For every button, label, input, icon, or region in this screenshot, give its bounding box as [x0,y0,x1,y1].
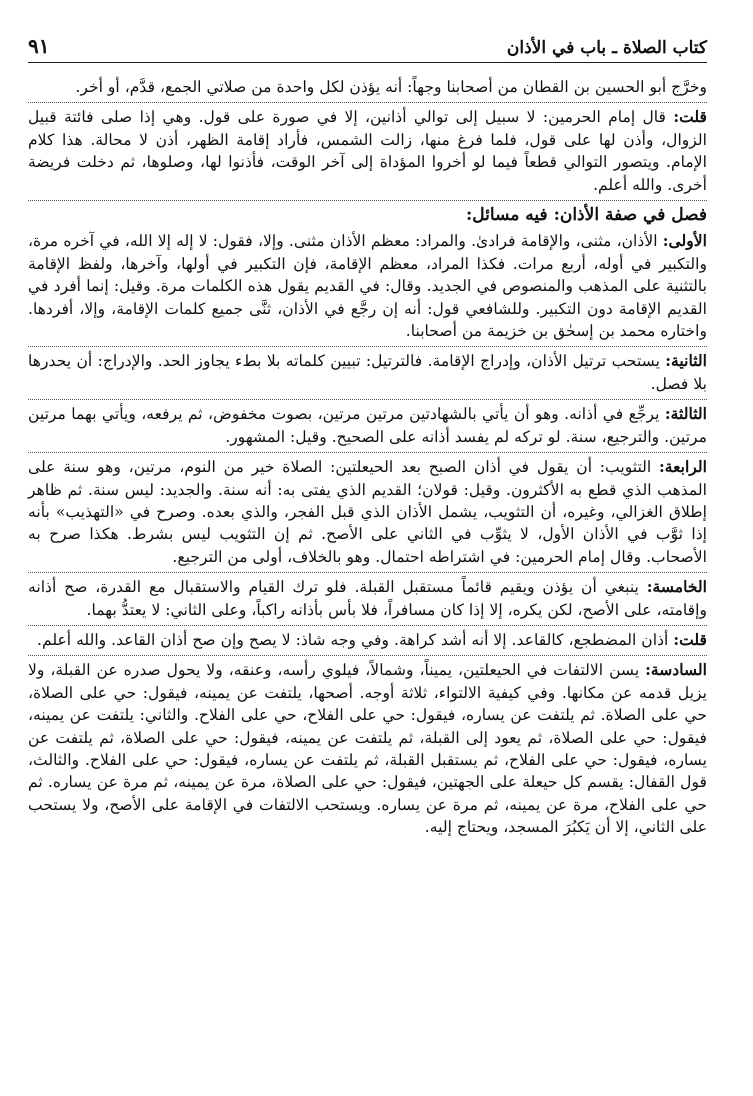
paragraph-lead: قلت: [673,107,707,127]
issue-text: يرجِّع في أذانه. وهو أن يأتي بالشهادتين مرتين مرتين، بصوت مخفوض، ثم يرفعه، ويأتي بهما مرتين مرتين. والترجيع، سنة. لو تركه لم يفسد أذانه على الصحيح. وقيل: المشهور. [28,405,707,446]
issue-lead: الرابعة: [659,457,707,477]
issue-paragraph-note [28,626,707,656]
issue-lead: الثالثة: [664,404,707,424]
issue-text: يستحب ترتيل الأذان، وإدراج الإقامة. فالترتيل: تبيين كلماته بلا بطء يجاوز الحد. والإدراج: أن يحدرها بلا فصل. [28,352,707,393]
issue-lead: الثانية: [665,351,707,371]
issue-lead: قلت: [673,629,707,649]
page-header [28,28,707,63]
page-number: ٩١ [28,34,50,58]
paragraph-text: قال إمام الحرمين: لا سبيل إلى توالي أذانين، إلا في صورة على قول. وهي إذا صلى فائتة قبيل الزوال، وأذن لها على قول، فلما فرغ منها، زالت الشمس، فأراد إقامة الظهر، أذن لا محالة. هذا كلام الإمام. ويتصور التوالي قطعاً فيما لو أخروا المؤداة إلى آخر الوقت، فأذنوا لها، وصلوها، ثم دخلت فريضة أخرى. والله أعلم. [28,108,707,194]
section-heading [28,201,707,227]
paragraph-text: وخرَّج أبو الحسين بن القطان من أصحابنا وجهاً: أنه يؤذن لكل واحدة من صلاتي الجمع، قدَّم، أو أخر. [75,78,707,96]
issue-text: يسن الالتفات في الحيعلتين، يميناً، وشمالاً، فيلوي رأسه، وعنقه، ولا يحول صدره عن القبلة، ولا يزيل قدمه عن مكانها. وفي كيفية الالتواء، ثلاثة أوجه. أصحها، يلتفت عن يمينه، فيقول: حي على الصلاة، حي على الصلاة. ثم يلتفت عن يساره، فيقول: حي على الفلاح، حي على الفلاح. والثاني: يلتفت عن يمينه، فيقول: حي على الصلاة، ثم يعود إلى القبلة، ثم يلتفت عن يمينه، فيقول: حي على الصلاة، ثم يلتفت عن يساره، فيقول: حي على الفلاح، ثم يستقبل القبلة، ثم يلتفت عن يساره، فيقول: حي على الفلاح. والثالث، قول القفال: يقسم كل حيعلة على الجهتين، فيقول: حي على الصلاة، مرة عن يمينه، ثم مرة عن يساره. ثم حي على الفلاح، مرة عن يمينه، ثم مرة عن يساره. ويستحب الالتفات في الإقامة على الأصح، ولا يستحب على الثاني، إلا أن يَكبُرَ المسجد، ويحتاج إليه. [28,661,707,837]
issue-paragraph-3 [28,400,707,453]
issue-text: ينبغي أن يؤذن ويقيم قائماً مستقبل القبلة. فلو ترك القيام والاستقبال مع القدرة، صح أذانه وإقامته، على الأصح، لكن يكره، إلا إذا كان مسافراً، فلا بأس بأذانه راكباً، وعلى الثاني: لا يعتدُّ بهما. [28,578,707,619]
issue-paragraph-5 [28,573,707,626]
page-body [28,73,707,843]
issue-text: الأذان، مثنى، والإقامة فرادىٰ. والمراد: معظم الأذان مثنى. وإلا، فقول: لا إله إلا الله، في آخره مرة، والتكبير في أوله، أربع مرات. فكذا المراد، معظم الإقامة، فإن التكبير في أولها، وآخرها، ولفظ الإقامة بالتثنية على المذهب والمنصوص في الجديد. وقال: في القديم يقول هذه الكلمات مرة. وقيل: إنما أفرد في القديم الإقامة دون التكبير. وللشافعي قول: أنه إن رجَّع في الأذان، ثنَّى جميع كلمات الإقامة، وإلا، أفردها. واختاره محمد بن إسحٰق بن خزيمة من أصحابنا. [28,232,707,341]
issue-paragraph-2 [28,347,707,400]
paragraph-intro [28,73,707,103]
section-subtitle: فيه مسائل: [466,205,554,226]
issue-paragraph-1 [28,227,707,347]
section-title: فصل في صفة الأذان: [553,205,707,226]
issue-lead: السادسة: [645,660,707,680]
issue-paragraph-6 [28,656,707,842]
paragraph-note [28,103,707,201]
running-title: كتاب الصلاة ـ باب في الأذان [506,38,707,58]
issue-text: التثويب: أن يقول في أذان الصبح بعد الحيعلتين: الصلاة خير من النوم، مرتين، وهو سنة على المذهب الذي قطع به الأكثرون. وقيل: قولان؛ القديم الذي يفتى به: أنه سنة. والجديد: ليس سنة. ثم ظاهر إطلاق الغزالي، وغيره، أن التثويب، يشمل الأذان الذي قبل الفجر، والذي بعده. وصرح في «التهذيب» بأنه إذا ثوَّب في الأذان الأول، لا يثوِّب في الثاني على الأصح. ثم إن التثويب ليس بشرط. هكذا صرح به الأصحاب. وقال إمام الحرمين: في اشتراطه احتمال. وهو بالخلاف، أولى من الترجيع. [28,458,707,566]
issue-text: أذان المضطجع، كالقاعد. إلا أنه أشد كراهة. وفي وجه شاذ: لا يصح وإن صح أذان القاعد. والله أعلم. [36,630,674,649]
issue-lead: الأولى: [662,231,707,251]
issue-lead: الخامسة: [646,577,707,597]
issue-paragraph-4 [28,453,707,573]
